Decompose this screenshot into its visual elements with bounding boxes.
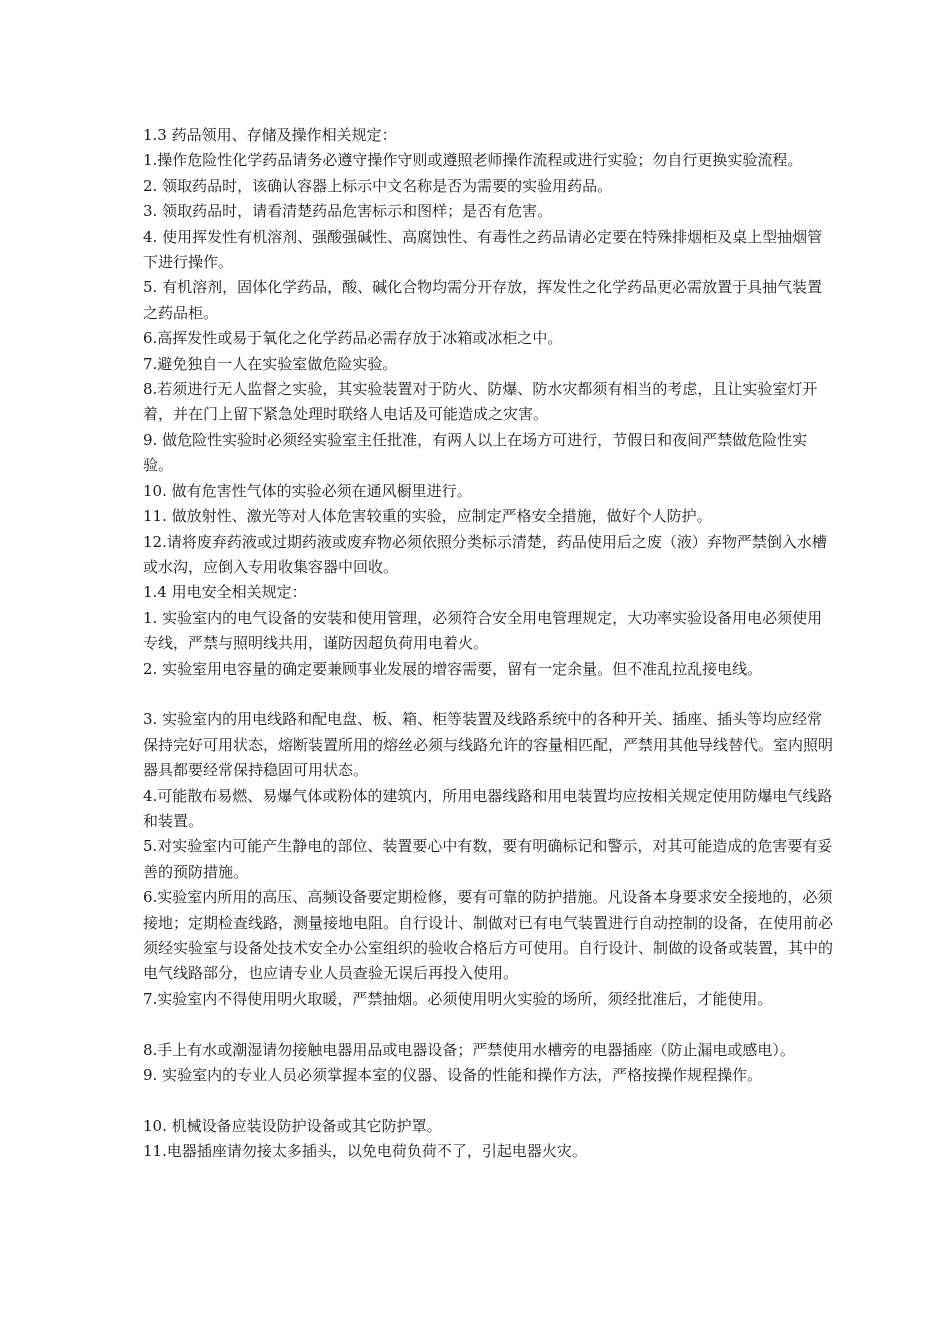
rule-1-4-5: 5.对实验室内可能产生静电的部位、装置要心中有数，要有明确标记和警示，对其可能造成的危害要有妥善的预防措施。: [143, 837, 833, 881]
rule-1-4-6: 6.实验室内所用的高压、高频设备要定期检修，要有可靠的防护措施。凡设备本身要求安全接地的，必须接地；定期检查线路，测量接地电阻。自行设计、制做对已有电气装置进行自动控制的设备，在使用前必须经实验室与设备处技术安全办公室组织的验收合格后方可使用。自行设计、制做的设备或装置，其中的电气线路部分，也应请专业人员查验无误后再投入使用。: [143, 888, 834, 983]
rule-1-4-7: 7.实验室内不得使用明火取暖，严禁抽烟。必须使用明火实验的场所，须经批准后，才能使用。: [143, 989, 773, 1008]
rule-1-3-4: 4. 使用挥发性有机溶剂、强酸强碱性、高腐蚀性、有毒性之药品请必定要在特殊排烟柜及桌上型抽烟管下进行操作。: [143, 227, 823, 272]
rule-1-4-2: 2. 实验室用电容量的确定要兼顾事业发展的增容需要，留有一定余量。但不准乱拉乱接电线。: [143, 659, 763, 678]
section-1-3-heading: 1.3 药品领用、存储及操作相关规定：: [143, 126, 397, 144]
rule-1-3-10: 10. 做有危害性气体的实验必须在通风橱里进行。: [143, 481, 472, 500]
rule-1-4-3: 3. 实验室内的用电线路和配电盘、板、箱、柜等装置及线路系统中的各种开关、插座、插头等均应经常保持完好可用状态，熔断装置所用的熔丝必须与线路允许的容量相匹配，严禁用其他导线替代。室内照明器具都要经常保持稳固可用状态。: [143, 710, 834, 780]
rule-1-3-11: 11. 做放射性、激光等对人体危害较重的实验，应制定严格安全措施，做好个人防护。: [143, 507, 712, 526]
document-body: [143, 123, 833, 1165]
rule-1-4-9: 9. 实验室内的专业人员必须掌握本室的仪器、设备的性能和操作方法，严格按操作规程操作。: [143, 1066, 763, 1084]
section-1-4-heading: 1.4 用电安全相关规定：: [143, 583, 307, 602]
paragraph-spacer: [143, 1088, 833, 1113]
rule-1-3-2: 2. 领取药品时，该确认容器上标示中文名称是否为需要的实验用药品。: [143, 176, 613, 195]
rule-1-3-12: 12.请将废弃药液或过期药液或废弃物必须依照分类标示清楚，药品使用后之废（液）弃物严禁倒入水槽或水沟，应倒入专用收集容器中回收。: [143, 532, 827, 576]
rule-1-4-1: 1. 实验室内的电气设备的安装和使用管理，必须符合安全用电管理规定，大功率实验设备用电必须使用专线，严禁与照明线共用，谨防因超负荷用电着火。: [143, 608, 823, 653]
paragraph-spacer: [143, 682, 833, 707]
rule-1-3-5: 5. 有机溶剂，固体化学药品，酸、碱化合物均需分开存放，挥发性之化学药品更必需放置于具抽气装置之药品柜。: [143, 278, 823, 322]
rule-1-3-9: 9. 做危险性实验时必须经实验室主任批准，有两人以上在场方可进行，节假日和夜间严禁做危险性实验。: [143, 430, 808, 475]
rule-1-3-8: 8.若须进行无人监督之实验，其实验装置对于防火、防爆、防水灾都须有相当的考虑，且让实验室灯开着，并在门上留下紧急处理时联络人电话及可能造成之灾害。: [143, 380, 818, 424]
rule-1-3-3: 3. 领取药品时，请看清楚药品危害标示和图样；是否有危害。: [143, 202, 553, 221]
paragraph-spacer: [143, 1012, 833, 1037]
rule-1-3-7: 7.避免独自一人在实验室做危险实验。: [143, 354, 398, 373]
rule-1-4-8: 8.手上有水或潮湿请勿接触电器用品或电器设备；严禁使用水槽旁的电器插座（防止漏电或感电）。: [143, 1040, 795, 1059]
rule-1-3-6: 6.高挥发性或易于氧化之化学药品必需存放于冰箱或冰柜之中。: [143, 329, 563, 348]
rule-1-4-11: 11.电器插座请勿接太多插头，以免电荷负荷不了，引起电器火灾。: [143, 1142, 587, 1161]
rule-1-3-1: 1.操作危险性化学药品请务必遵守操作守则或遵照老师操作流程或进行实验；勿自行更换实验流程。: [143, 151, 803, 170]
rule-1-4-4: 4.可能散布易燃、易爆气体或粉体的建筑内，所用电器线路和用电装置均应按相关规定使用防爆电气线路和装置。: [143, 786, 833, 830]
rule-1-4-10: 10. 机械设备应装设防护设备或其它防护罩。: [143, 1116, 442, 1135]
